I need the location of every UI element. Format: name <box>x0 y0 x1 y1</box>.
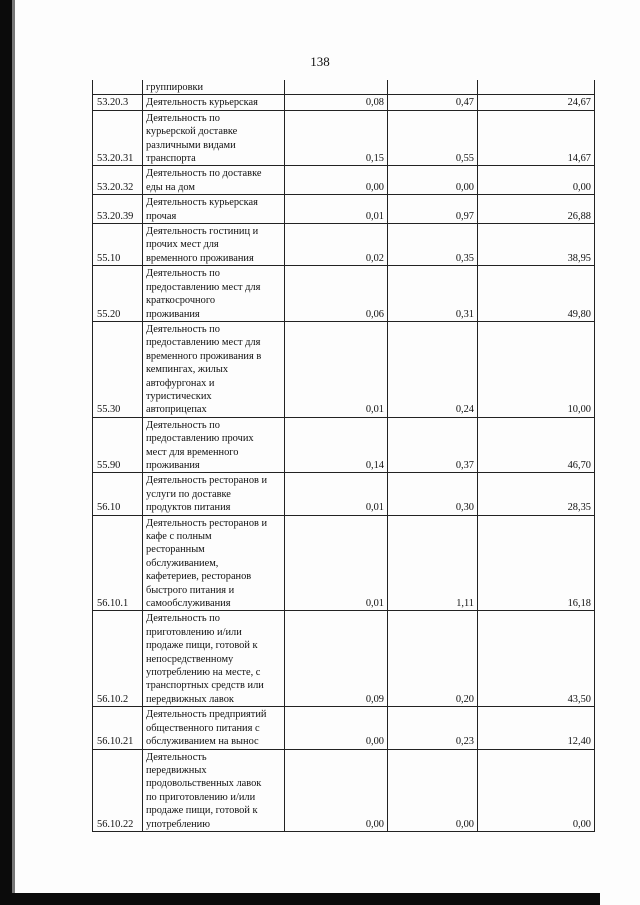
table-row <box>93 224 595 266</box>
activity-name-cell: Деятельность ресторанов и услуги по доставке продуктов питания <box>143 473 285 515</box>
value-3-cell: 26,88 <box>478 195 595 224</box>
okved-code-cell: 55.30 <box>93 321 143 417</box>
value-1-cell: 0,09 <box>285 611 388 707</box>
okved-code-cell: 55.90 <box>93 417 143 473</box>
value-1-cell: 0,08 <box>285 95 388 110</box>
value-1-cell: 0,15 <box>285 110 388 166</box>
okved-code-cell <box>93 80 143 95</box>
table-row <box>93 515 595 611</box>
page-number: 138 <box>310 54 330 69</box>
value-2-cell: 0,23 <box>388 707 478 749</box>
value-3-cell: 0,00 <box>478 166 595 195</box>
activity-name-cell: Деятельность ресторанов и кафе с полным ресторанным обслуживанием, кафетериев, ресторанов быстрого питания и самообслуживания <box>143 515 285 611</box>
data-table <box>92 80 595 832</box>
table-row <box>93 749 595 831</box>
table-row <box>93 707 595 749</box>
value-1-cell: 0,01 <box>285 515 388 611</box>
value-2-cell: 0,24 <box>388 321 478 417</box>
activity-name-cell: Деятельность предприятий общественного питания с обслуживанием на вынос <box>143 707 285 749</box>
value-3-cell: 43,50 <box>478 611 595 707</box>
activity-name-cell: Деятельность по курьерской доставке различными видами транспорта <box>143 110 285 166</box>
table-row <box>93 166 595 195</box>
activity-name-cell: Деятельность по доставке еды на дом <box>143 166 285 195</box>
value-2-cell: 0,00 <box>388 749 478 831</box>
table-row <box>93 321 595 417</box>
value-3-cell: 10,00 <box>478 321 595 417</box>
value-3-cell: 16,18 <box>478 515 595 611</box>
value-1-cell: 0,01 <box>285 473 388 515</box>
scan-edge-left <box>0 0 12 905</box>
activity-name-cell: группировки <box>143 80 285 95</box>
value-2-cell: 0,30 <box>388 473 478 515</box>
okved-code-cell: 56.10 <box>93 473 143 515</box>
activity-name-cell: Деятельность по предоставлению мест для краткосрочного проживания <box>143 266 285 322</box>
okved-code-cell: 53.20.31 <box>93 110 143 166</box>
table-row <box>93 266 595 322</box>
table-row <box>93 95 595 110</box>
scan-edge-bottom <box>0 893 600 905</box>
value-3-cell: 38,95 <box>478 224 595 266</box>
value-2-cell: 0,97 <box>388 195 478 224</box>
table-row <box>93 195 595 224</box>
okved-code-cell: 55.10 <box>93 224 143 266</box>
activity-name-cell: Деятельность курьерская прочая <box>143 195 285 224</box>
value-2-cell: 0,35 <box>388 224 478 266</box>
table-row <box>93 80 595 95</box>
value-1-cell: 0,00 <box>285 749 388 831</box>
value-1-cell: 0,00 <box>285 707 388 749</box>
value-2-cell: 0,31 <box>388 266 478 322</box>
value-1-cell: 0,00 <box>285 166 388 195</box>
table-row <box>93 110 595 166</box>
okved-code-cell: 53.20.32 <box>93 166 143 195</box>
value-2-cell: 0,00 <box>388 166 478 195</box>
table-row <box>93 473 595 515</box>
activity-name-cell: Деятельность гостиниц и прочих мест для временного проживания <box>143 224 285 266</box>
value-3-cell: 46,70 <box>478 417 595 473</box>
activity-name-cell: Деятельность по приготовлению и/или продаже пищи, готовой к непосредственному употреблению на месте, с транспортных средств или передвижных лавок <box>143 611 285 707</box>
value-2-cell: 0,37 <box>388 417 478 473</box>
value-2-cell: 0,47 <box>388 95 478 110</box>
activity-name-cell: Деятельность по предоставлению мест для временного проживания в кемпингах, жилых автофургонах и туристических автоприцепах <box>143 321 285 417</box>
value-3-cell: 0,00 <box>478 749 595 831</box>
okved-code-cell: 56.10.2 <box>93 611 143 707</box>
activity-name-cell: Деятельность по предоставлению прочих мест для временного проживания <box>143 417 285 473</box>
value-1-cell: 0,01 <box>285 195 388 224</box>
value-1-cell: 0,14 <box>285 417 388 473</box>
okved-code-cell: 56.10.21 <box>93 707 143 749</box>
value-3-cell: 12,40 <box>478 707 595 749</box>
value-1-cell: 0,01 <box>285 321 388 417</box>
value-3-cell: 24,67 <box>478 95 595 110</box>
activity-name-cell: Деятельность курьерская <box>143 95 285 110</box>
table-body <box>93 80 595 831</box>
value-1-cell: 0,02 <box>285 224 388 266</box>
value-3-cell: 14,67 <box>478 110 595 166</box>
value-3-cell: 28,35 <box>478 473 595 515</box>
table-row <box>93 417 595 473</box>
value-3-cell: 49,80 <box>478 266 595 322</box>
okved-code-cell: 56.10.1 <box>93 515 143 611</box>
value-2-cell: 1,11 <box>388 515 478 611</box>
okved-code-cell: 53.20.39 <box>93 195 143 224</box>
value-2-cell <box>388 80 478 95</box>
value-1-cell: 0,06 <box>285 266 388 322</box>
okved-code-cell: 53.20.3 <box>93 95 143 110</box>
table-row <box>93 611 595 707</box>
value-3-cell <box>478 80 595 95</box>
value-2-cell: 0,55 <box>388 110 478 166</box>
scan-edge-left-shadow <box>12 0 15 905</box>
okved-code-cell: 55.20 <box>93 266 143 322</box>
value-2-cell: 0,20 <box>388 611 478 707</box>
okved-code-cell: 56.10.22 <box>93 749 143 831</box>
value-1-cell <box>285 80 388 95</box>
activity-name-cell: Деятельность передвижных продовольственных лавок по приготовлению и/или продаже пищи, готовой к употреблению <box>143 749 285 831</box>
